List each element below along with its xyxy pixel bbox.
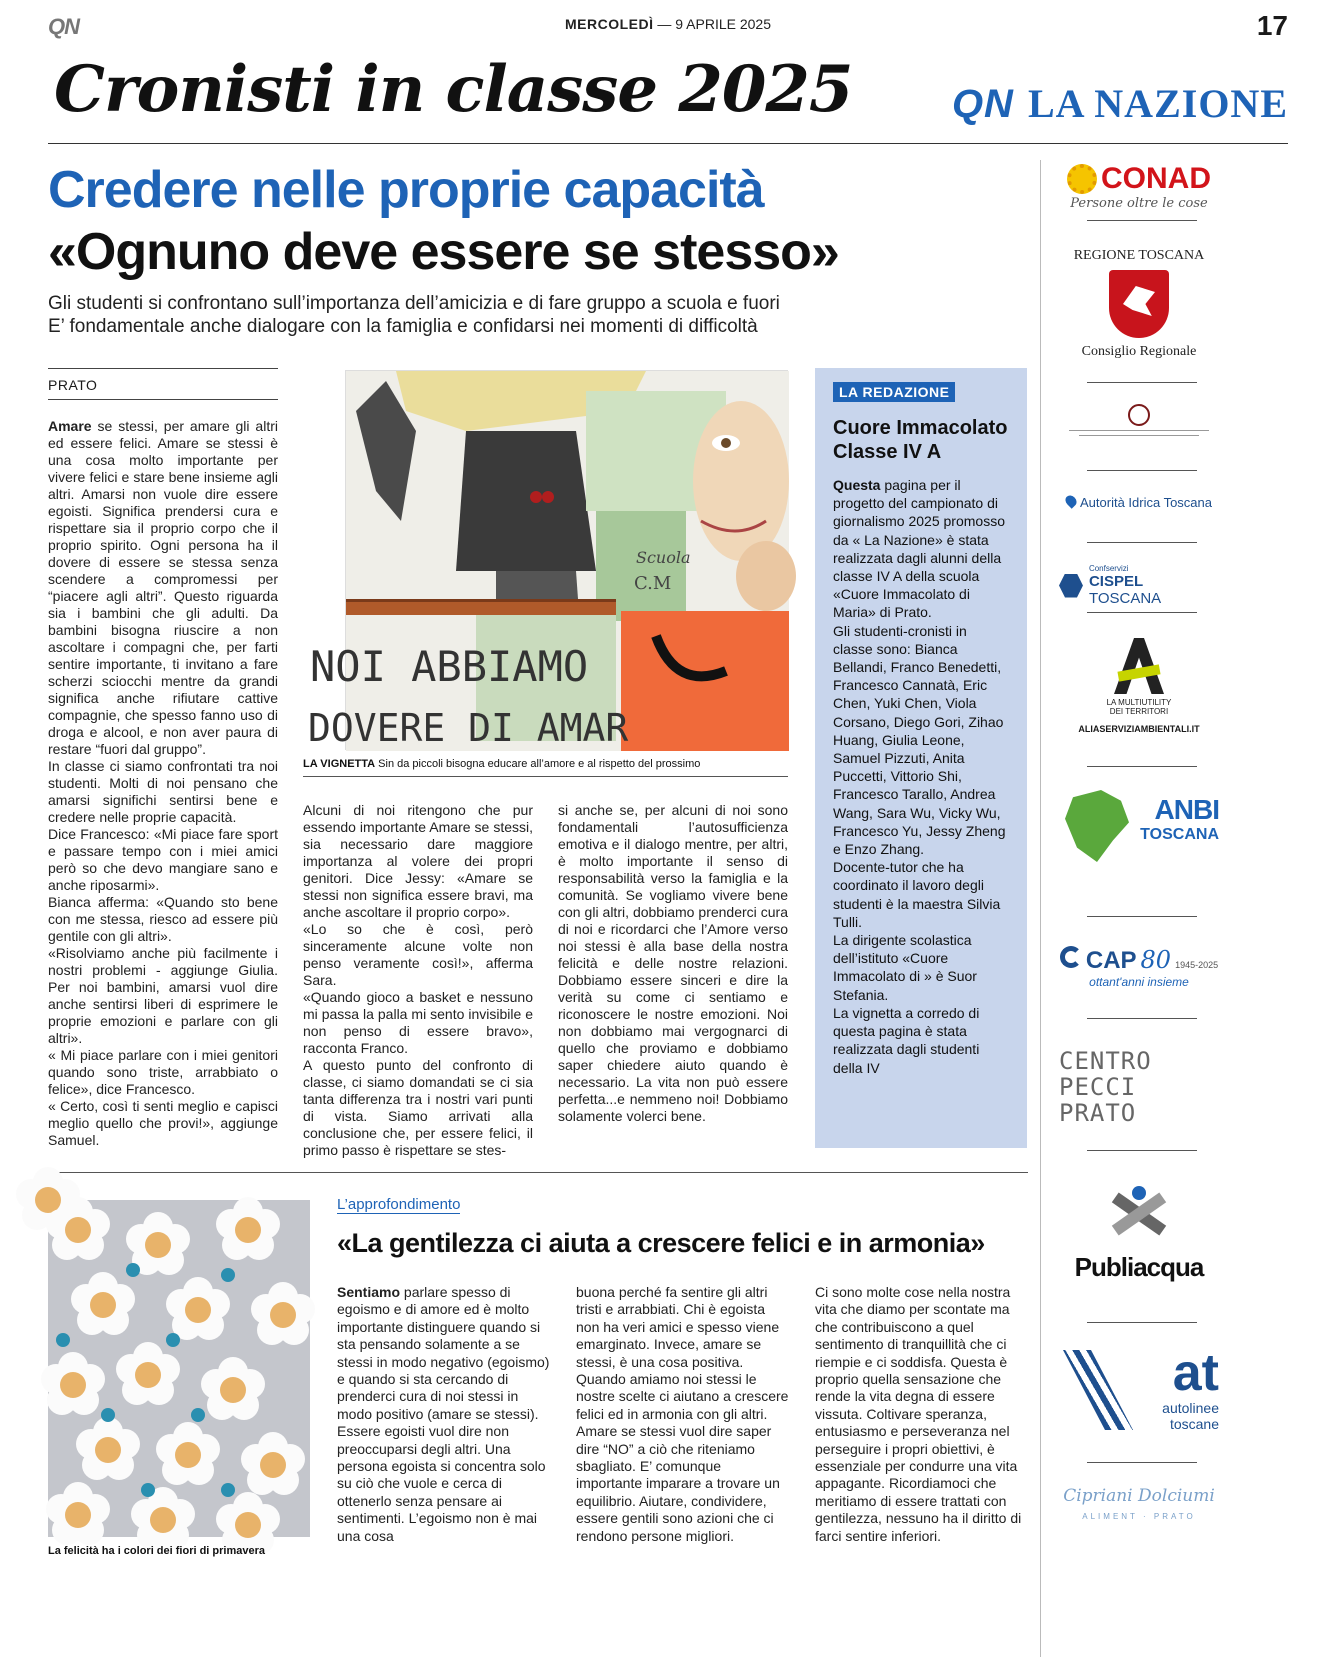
- italian-emblem-icon: [1128, 404, 1150, 426]
- sponsor-divider: [1087, 1462, 1197, 1463]
- lead-word: Sentiamo: [337, 1284, 401, 1300]
- drawing-sign-2: C.M: [634, 573, 672, 594]
- paragraph: Alcuni di noi ritengono che pur essendo importante Amare se stessi, sia necessario dare maggiore importanza al volere dei propri genitori. Dice Jessy: «Amare se stessi non significa essere bravi, ma anche ascoltare il proprio corpo».: [303, 802, 533, 920]
- qn-logo-small: QN: [48, 14, 79, 39]
- conad-logo-text: CONAD: [1101, 162, 1211, 195]
- sponsor-anbi: ANBI TOSCANA: [1059, 790, 1219, 870]
- secondary-column-3: Ci sono molte cose nella nostra vita che diamo per scontate ma che contribuiscono a quel sentimento di tranquillità che ci riempie e ci soddisfa. Questa è proprio quella sensazione che rende la vita degna di essere vissuta. Coltivare speranza, entusiasmo e perseveranza nel perseguire i propri obiettivi, è essenziale per condurre una vita appagante. Ricordiamoci che meritiamo di essere trattati con gentilezza, nessuno ha il diritto di farci sentire inferiori.: [815, 1284, 1022, 1544]
- redazione-body: [833, 476, 1009, 1077]
- subhead-line-1: Gli studenti si confrontano sull’importanza dell’amicizia e di fare gruppo a scuola e fuori: [48, 293, 780, 314]
- sponsor-divider: [1087, 916, 1197, 917]
- paragraph: La dirigente scolastica dell’istituto «Cuore Immacolato di » è Suor Stefania.: [833, 932, 977, 1003]
- water-drop-icon: [1063, 493, 1079, 509]
- article-column-1: [48, 418, 278, 1149]
- article-column-3: [558, 802, 788, 1125]
- sponsor-divider: [1087, 382, 1197, 383]
- sponsor-divider: [1087, 612, 1197, 613]
- paragraph: Dice Francesco: «Mi piace fare sport e passare tempo con i miei amici però so che devo mangiare sano e anche riposarmi».: [48, 826, 278, 893]
- conad-tagline: Persone oltre le cose: [1070, 196, 1208, 211]
- date: 9 APRILE 2025: [675, 16, 772, 32]
- sponsor-column: [1040, 160, 1236, 1657]
- redazione-tag: LA REDAZIONE: [833, 382, 955, 402]
- drawing-sign-1: Scuola: [636, 548, 691, 567]
- sponsor-divider: [1087, 1322, 1197, 1323]
- dateline: [48, 16, 1288, 32]
- sponsor-cipriani: Cipriani Dolciumi ALIMENT · PRATO: [1063, 1486, 1215, 1521]
- at-stripes-icon: [1063, 1350, 1133, 1430]
- secondary-headline: «La gentilezza ci aiuta a crescere felici e in armonia»: [337, 1228, 985, 1258]
- sponsor-conad: [1059, 162, 1219, 211]
- paragraph: La vignetta a corredo di questa pagina è stata realizzata dagli studenti della IV: [833, 1004, 980, 1076]
- weekday: MERCOLEDÌ: [564, 16, 654, 32]
- page-number: 17: [1256, 10, 1288, 41]
- flowers-photo-caption: La felicità ha i colori dei fiori di primavera: [48, 1545, 266, 1557]
- paragraph: In classe ci siamo confrontati tra noi studenti. Molti di noi pensano che amarsi significhi sentirsi bene e credere nelle proprie capacità.: [48, 758, 278, 825]
- paragraph: Docente-tutor che ha coordinato il lavoro degli studenti è la maestra Silvia Tulli.: [833, 859, 1001, 930]
- sponsor-divider: [1087, 766, 1197, 767]
- regione-shield-icon: [1109, 270, 1169, 338]
- flowers-collage-image: [48, 1200, 310, 1537]
- masthead: [48, 52, 1288, 144]
- sponsor-alia: LA MULTIUTILITY DEI TERRITORI ALIASERVIZIAMBIENTALI.IT: [1059, 638, 1219, 734]
- paragraph: si anche se, per alcuni di noi sono fondamentali l’autosufficienza emotiva e il dialogo mentre, per altri, è molto importante il senso di responsabilità verso la famiglia e la comunità. Se vogliamo vivere bene con gli altri, dobbiamo prenderci cura di noi e ricordarci che l’Amore verso noi stessi è alla base della nostra felicità e delle nostre relazioni. Dobbiamo essere sinceri e dire la verità su come ci sentiamo e riconoscere le nostre emozioni. Noi non dobbiamo mai vergognarci di quello che proviamo e dobbiamo saper chiedere aiuto quando è necessario. La vita non può essere perfetta...e nemmeno noi! Dobbiamo solamente volerci bene.: [558, 802, 788, 1124]
- article-subhead: [48, 292, 948, 338]
- hexagon-icon: [1059, 574, 1083, 598]
- brand-qn: QN: [951, 82, 1014, 126]
- paragraph: Bianca afferma: «Quando sto bene con me stessa, riesco ad essere più gentile con gli altri».: [48, 894, 278, 944]
- sponsor-divider: [1087, 1018, 1197, 1019]
- page-topbar: [48, 10, 1288, 44]
- publiacqua-x-icon: [1106, 1186, 1172, 1252]
- sponsor-cap: CAP 80 1945-2025 ottant'anni insieme: [1059, 946, 1219, 989]
- vignetta-caption: [303, 758, 788, 777]
- caption-text: Sin da piccoli bisogna educare all’amore e al rispetto del prossimo: [375, 758, 701, 770]
- sponsor-ufficio-scolastico: [1059, 404, 1219, 440]
- article-place: PRATO: [48, 368, 278, 400]
- section-label: L’approfondimento: [337, 1196, 461, 1213]
- redazione-box: [815, 368, 1027, 1148]
- sponsor-centro-pecci: CENTRO PECCI PRATO: [1059, 1047, 1152, 1127]
- alia-a-icon: [1114, 638, 1164, 694]
- paragraph: « Mi piace parlare con i miei genitori quando sono triste, arrabbiato o felice», dice Francesco.: [48, 1047, 278, 1097]
- sponsor-divider: [1087, 470, 1197, 471]
- flower-icon: [1067, 164, 1097, 194]
- tuscany-map-icon: [1065, 790, 1145, 862]
- cap-swirl-icon: [1060, 946, 1082, 968]
- paragraph: A questo punto del confronto di classe, ci siamo domandati se ci sia tanta differenza tra i nostri vari punti di vista. Siamo arrivati alla conclusione che, per essere felici, il primo passo è rispettare se stes-: [303, 1057, 533, 1158]
- drawing-illustration: [308, 371, 789, 751]
- drawing-text-1: NOI ABBIAMO: [310, 642, 589, 691]
- paragraph: «Quando gioco a basket e nessuno mi passa la palla mi sento invisibile e non penso di essere bravo», racconta Franco.: [303, 989, 533, 1056]
- article-headline: «Ognuno deve essere se stesso»: [48, 223, 839, 281]
- secondary-column-2: buona perché fa sentire gli altri tristi e arrabbiati. Chi è egoista non ha veri amici e spesso viene emarginato. Invece, amare se stessi, è una cosa positiva. Quando amiamo noi stessi le nostre scelte ci aiutano a crescere felici ed in armonia con gli altri. Amare se stessi vuol dire saper dire “NO” a ciò che riteniamo sbagliato. E’ comunque importante imparare a trovare un equilibrio. Aiutare, condividere, essere gentili sono azioni che ci rendono persone migliori.: [576, 1284, 789, 1544]
- paragraph: Gli studenti-cronisti in classe sono: Bianca Bellandi, Franco Benedetti, Francesco Cannatà, Eric Chen, Yuki Chen, Viola Corsano, Diego Gori, Zihao Huang, Giulia Leone, Samuel Pizzuti, Anita Puccetti, Vittorio Shi, Francesco Tarallo, Andrea Wang, Sara Wu, Vicky Wu, Francesco Yu, Jessy Zheng e Enzo Zhang.: [833, 622, 1006, 858]
- sponsor-divider: [1087, 1150, 1197, 1151]
- secondary-column-1: Sentiamo parlare spesso di egoismo e di amore ed è molto importante distinguere quando si sta pensando solamente a se stessi in modo negativo (egoismo) e quando si sta cercando di prenderci cura di noi stessi in modo positivo (amare se stessi). Essere egoisti vuol dire non preoccuparsi degli altri. Una persona egoista si concentra solo su ciò che vuole e cerca di ottenerlo senza pensare ai sentimenti. L’egoismo non è mai una cosa: [337, 1284, 550, 1544]
- lead-word: Questa: [833, 477, 881, 493]
- sponsor-autorita-idrica: Autorità Idrica Toscana: [1059, 494, 1219, 512]
- drawing-text-2: DOVERE DI AMAR: [308, 706, 629, 750]
- section-title: Cronisti in classe 2025: [54, 52, 853, 127]
- subhead-line-2: E’ fondamentale anche dialogare con la famiglia e confidarsi nei momenti di difficoltà: [48, 316, 758, 337]
- sponsor-divider: [1087, 220, 1197, 221]
- sponsor-regione-toscana: REGIONE TOSCANA Consiglio Regionale: [1073, 248, 1205, 359]
- paragraph: Amare se stessi, per amare gli altri ed essere felici. Amare se stessi è una cosa molto importante per vivere felici e stare bene insieme agli altri. Amarsi non vuole dire essere egoisti. Significa prendersi cura e rispettare sia il proprio corpo che il proprio spirito. Ogni persona ha il dovere di essere se stessa senza scendere a compromessi per “piacere agli altri”. Questo riguarda sia i bambini che gli adulti. Da bambini bisogna riuscire a non ascoltare i compagni che, per farti sentire importante, ti invitano a fare scherzi sciocchi mentre da grandi significa anche rifiutare cattive compagnie, che spesso fanno uso di droga e alcool, e non aver paura di restare “fuori dal gruppo”.: [48, 418, 278, 757]
- section-divider: [48, 1172, 1028, 1173]
- brand-name: LA NAZIONE: [1027, 81, 1288, 126]
- sponsor-autolinee-toscane: at autolinee toscane: [1059, 1346, 1219, 1436]
- sponsor-divider: [1087, 542, 1197, 543]
- paragraph: « Certo, così ti senti meglio e capisci meglio quello che provi!», aggiunge Samuel.: [48, 1098, 278, 1148]
- newspaper-brand: [952, 80, 1288, 127]
- paragraph: «Lo so che è così, però sinceramente alcune volte non penso veramente così!», afferma Sara.: [303, 921, 533, 988]
- caption-label: LA VIGNETTA: [303, 758, 376, 770]
- redazione-title: Cuore Immacolato Classe IV A: [833, 417, 1008, 463]
- article-column-2: [303, 802, 533, 1159]
- paragraph: «Risolviamo anche più facilmente i nostri problemi - aggiunge Giulia. Per noi bambini, amarsi vuol dire anche sentirsi liberi di esprimere le proprie emozioni e parlare con gli altri».: [48, 945, 278, 1046]
- lead-word: Amare: [48, 418, 92, 434]
- date-separator: —: [657, 16, 672, 32]
- article-kicker: Credere nelle proprie capacità: [48, 161, 764, 219]
- vignetta-drawing: [308, 370, 788, 750]
- sponsor-publiacqua: Publiacqua: [1059, 1186, 1219, 1283]
- paragraph: Questa pagina per il progetto del campionato di giornalismo 2025 promosso da « La Nazione» è stata realizzata dagli alunni della classe IV A della scuola «Cuore Immacolato di Maria» di Prato.: [833, 477, 1005, 621]
- flowers-photo: [48, 1200, 310, 1537]
- sponsor-cispel: Confservizi CISPEL TOSCANA: [1059, 564, 1219, 607]
